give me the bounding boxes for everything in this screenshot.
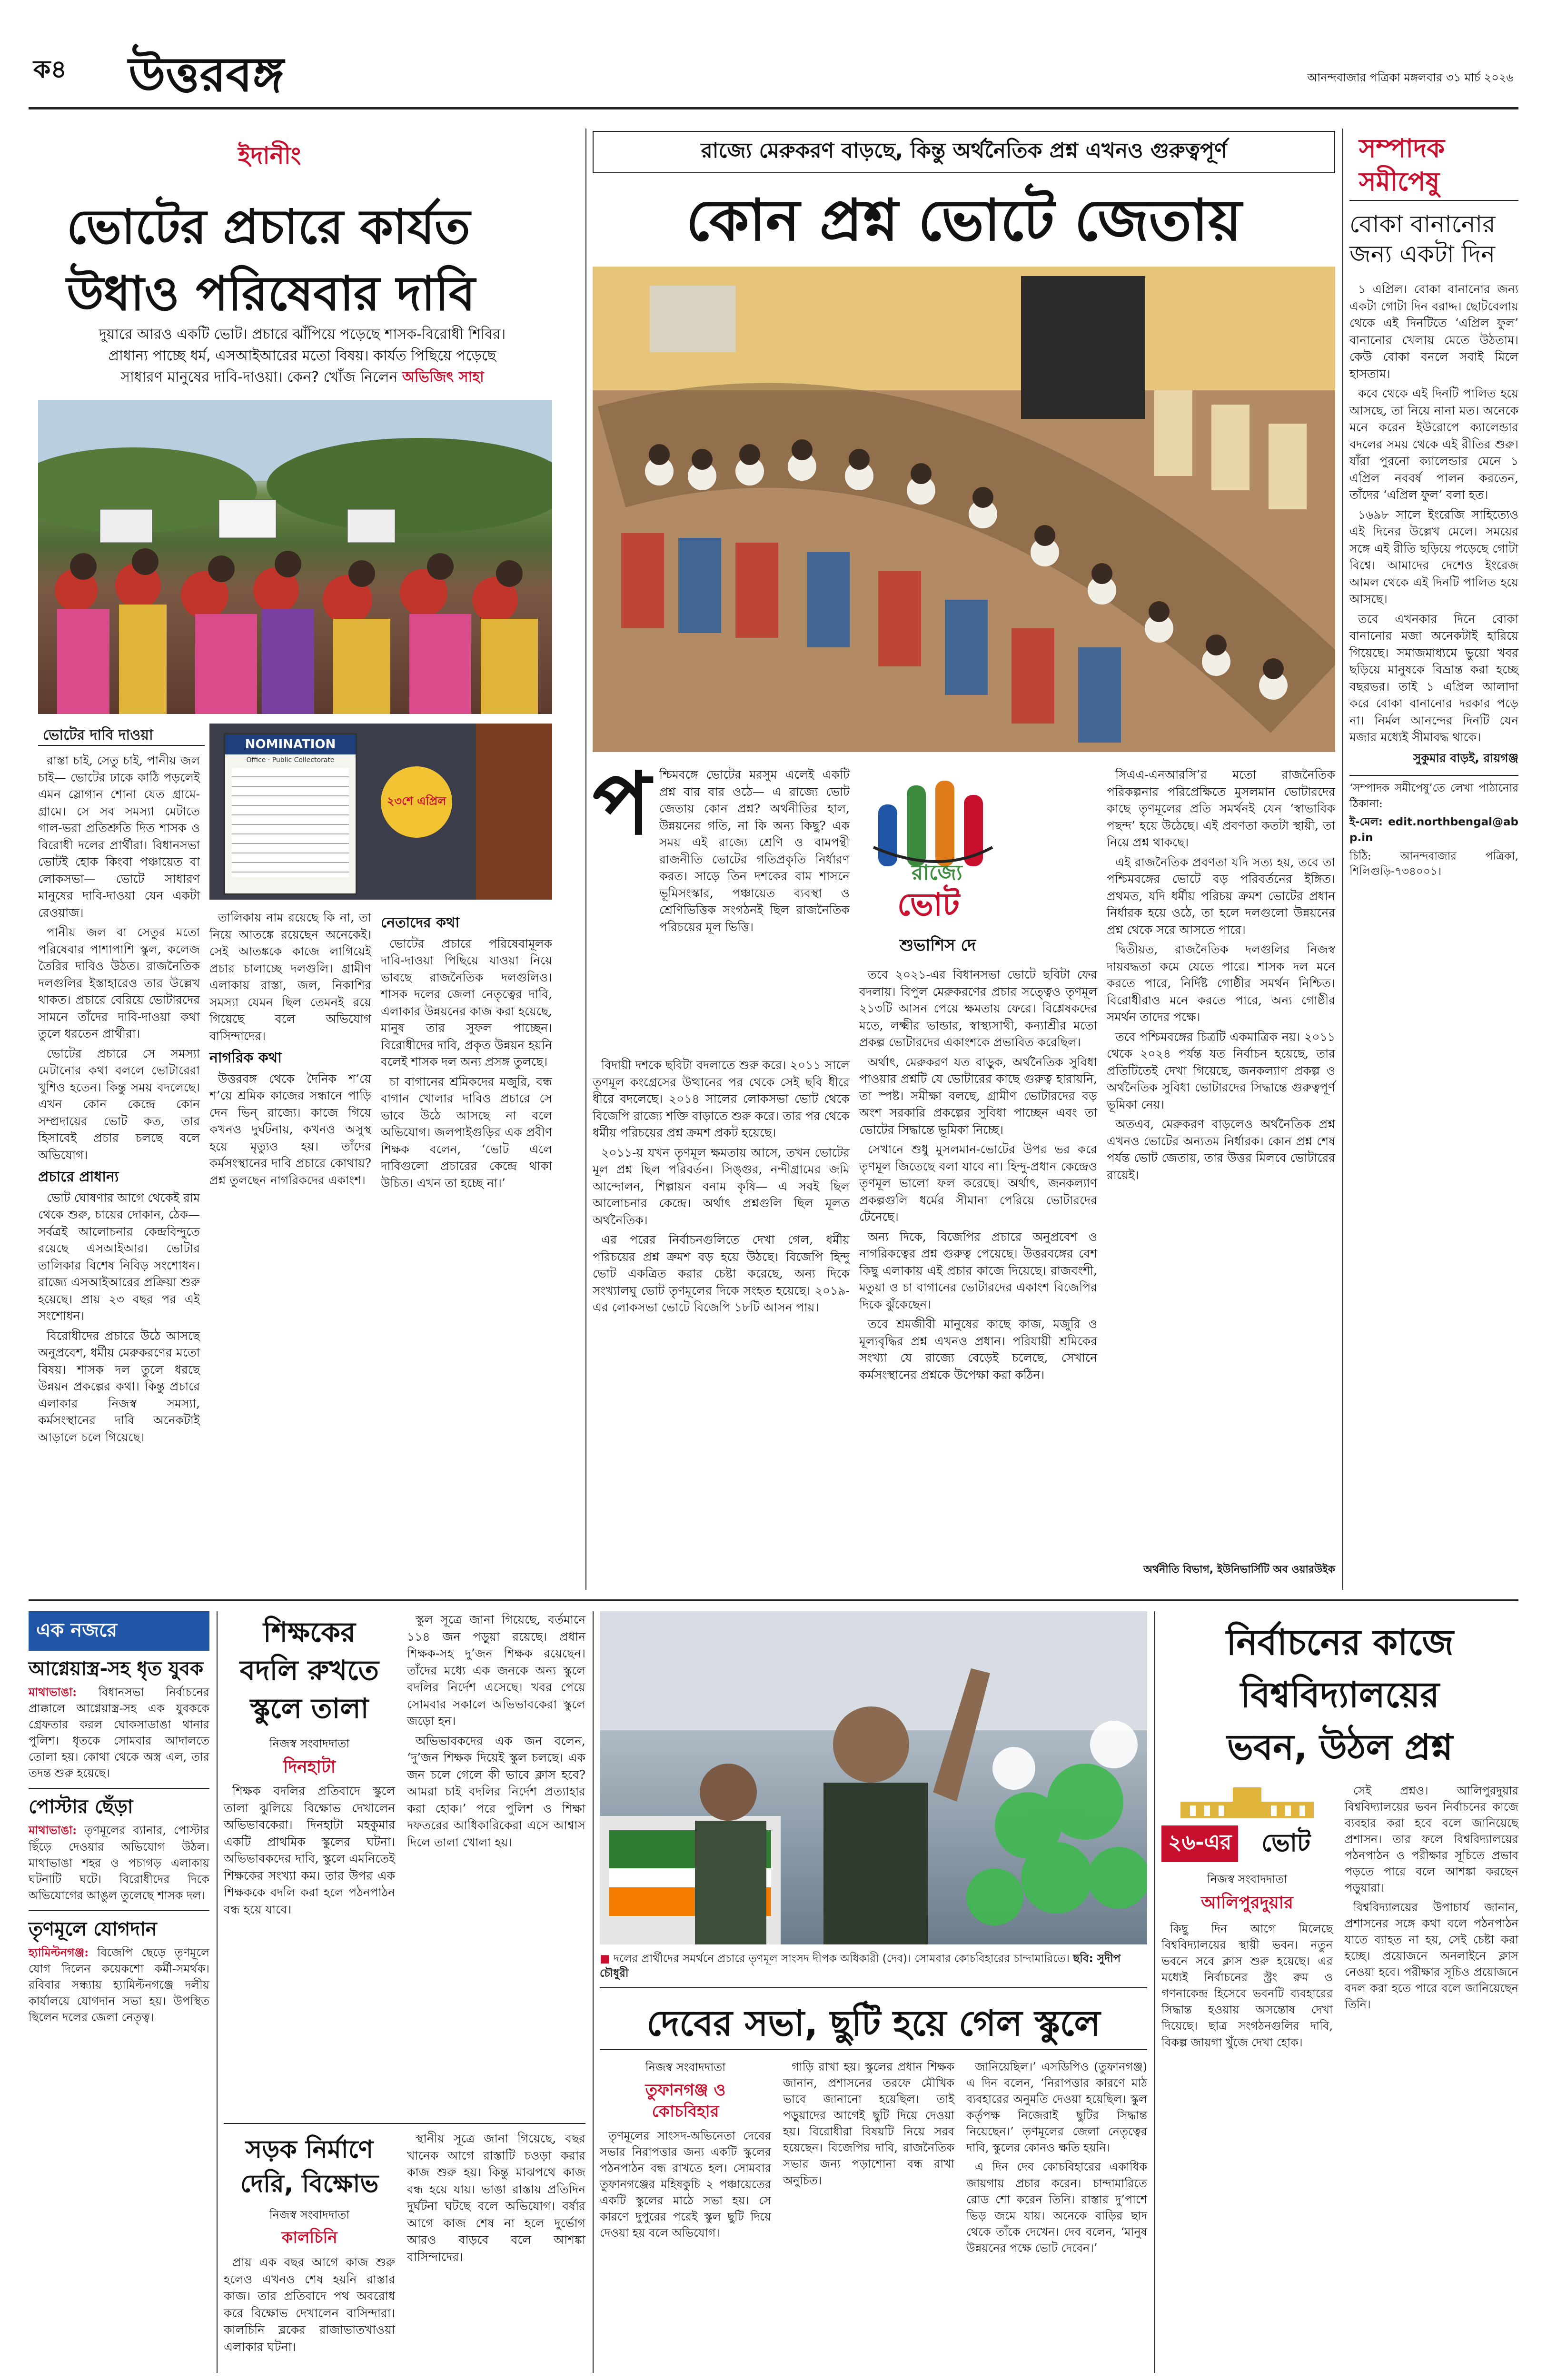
teacher-story — [224, 1611, 585, 2116]
board-rows — [232, 768, 349, 877]
left-para-2: পানীয় জল বা সেতুর মতো পরিষেবার পাশাপাশি স্কুল, কলেজ তৈরির দাবিও উঠত। রাজনৈতিক দলগুলির ইস্তাহারেও তার উল্লেখ থাকত। প্রচারে বেরিয়ে ভোটারদের সামনে তাঁদের দাবি-দাওয়া কথা তুলে ধরতেন প্রার্থীরা। — [38, 925, 200, 1041]
univ-headline-1: নির্বাচনের কাজে — [1226, 1622, 1454, 1663]
rally-col-1 — [600, 2128, 771, 2244]
left-sub-1: প্রচারে প্রাধান্য — [38, 1169, 119, 1185]
center-para-12: দ্বিতীয়ত, রাজনৈতিক দলগুলির নিজস্ব দায়বদ্ধতা কমে যেতে পারে। শাসক দল মনে করতে পারে, নির্দিষ্ট গোষ্ঠীর সমর্থন নিশ্চিত। বিরোধীরাও মনে করতে পারে, অন্য গোষ্ঠীর সমর্থন তাদের পক্ষে। — [1107, 942, 1335, 1024]
road-para-1: প্রায় এক বছর আগে কাজ শুরু হলেও এখনও শেষ হয়নি রাস্তার কাজ। তার প্রতিবাদে পথ অবরোধ করে বিক্ষোভ দেখালেন বাসিন্দারা। কালচিনি ব্লকের রাজাভাতখাওয়া এলাকার ঘটনা। — [224, 2255, 395, 2354]
univ-vote-logo — [1161, 1783, 1333, 1864]
left-para-1: রাস্তা চাই, সেতু চাই, পানীয় জল চাই— ভোটের ঢাকে কাঠি পড়লেই এমন স্লোগান শোনা যেত গ্রামে-গ্রামে। সে সব সমস্যা মেটাতে গাল-ভরা প্রতিশ্রুতি দিত শাসক ও বিরোধী দলের প্রার্থীরা। বিধানসভা ভোটই হোক কিংবা পঞ্চায়েত বা লোকসভা— ভোটে সাধারণ মানুষের দাবি-দাওয়া যেন একটা রেওয়াজ। — [38, 754, 200, 920]
left-intro-text: সাধারণ মানুষের দাবি-দাওয়া। কেন? খোঁজ নিলেন — [120, 369, 398, 386]
center-credit: অর্থনীতি বিভাগ, ইউনিভার্সিটি অব ওয়ারউইক — [1143, 1564, 1335, 1576]
university-story — [1161, 1611, 1518, 2373]
teacher-headline-3: স্কুলে তালা — [250, 1692, 369, 1725]
left-story — [29, 129, 562, 1590]
rally-photo-credit: ছবি: সুদীপ চৌধুরী — [600, 1953, 1121, 1980]
left-col-3 — [381, 909, 552, 1194]
teacher-col-2 — [407, 1611, 585, 1854]
section-name: উত্তরবঙ্গ — [129, 47, 284, 102]
teacher-place: দিনহাটা — [283, 1757, 336, 1777]
board-tag: ২৩শে এপ্রিল — [387, 794, 446, 808]
center-para-2: বিদায়ী দশকে ছবিটা বদলাতে শুরু করে। ২০১১ সালে তৃণমূল কংগ্রেসের উত্থানের পর থেকে সেই ছবি ধীরে ধীরে বদলেছে। ২০১৪ সালের লোকসভা ভোট থেকে বিজেপি রাজ্যে শক্তি বাড়াতে শুরু করে। তার পর থেকে ধর্মীয় পরিচয়ের প্রশ্ন ক্রমশ প্রকট হয়েছে। — [593, 1058, 850, 1140]
univ-col-1 — [1161, 1921, 1333, 2053]
center-col-3 — [1107, 766, 1335, 1186]
rally-caption-rule — [600, 1987, 1147, 1988]
left-col-2 — [209, 909, 371, 1191]
brief-place-2: মাথাভাঙা: — [29, 1823, 77, 1837]
left-intro-line-1: দুয়ারে আরও একটি ভোট। প্রচারে ঝাঁপিয়ে পড়েছে শাসক-বিরোধী শিবির। — [99, 326, 506, 343]
brief-text-3: বিজেপি ছেড়ে তৃণমূলে যোগ দিলেন কয়েকশো কর্মী-সমর্থক। রবিবার সন্ধ্যায় হ্যামিল্টনগঞ্জে দলীয় কার্যালয়ে যোগদান সভা হয়। উপস্থিত ছিলেন দলের জেলা নেতৃত্ব। — [29, 1945, 209, 2024]
teacher-agency: নিজস্ব সংবাদদাতা — [269, 1737, 350, 1750]
univ-headline-3: ভবন, উঠল প্রশ্ন — [1227, 1727, 1453, 1768]
brief-body — [29, 1657, 209, 2025]
brief-headline-3: তৃণমূলে যোগদান — [29, 1918, 157, 1940]
teacher-para-3: অভিভাবকদের এক জন বলেন, ‘দু’জন শিক্ষক দিয়েই স্কুল চলছে। এক জন চলে গেলে কী ভাবে ক্লাস হবে? আমরা চাই বদলির নির্দেশ প্রত্যাহার করা হোক।’ পরে পুলিশ ও শিক্ষা দফতরের আধিকারিকেরা এসে আশ্বাস দিলে তালা খোলা হয়। — [407, 1734, 585, 1849]
center-byline: শুভাশিস দে — [899, 936, 976, 955]
brief-title: এক নজরে — [29, 1611, 209, 1651]
left-intro-line-2: প্রাধান্য পাচ্ছে ধর্ম, এসআইআরের মতো বিষয়। কার্যত পিছিয়ে পড়েছে — [108, 347, 496, 364]
brief-item-3 — [29, 1944, 209, 2025]
editorial-signature: সুকুমার বাড়ই, রায়গঞ্জ — [1413, 751, 1518, 765]
protest-photo — [38, 400, 552, 714]
univ-para-3: বিশ্ববিদ্যালয়ের উপাচার্য জানান, প্রশাসনের সঙ্গে কথা বলে পঠনপাঠন যাতে ব্যাহত না হয়, সেই চেষ্টা করা হচ্ছে। প্রয়োজনে অনলাইনে ক্লাস নেওয়া হবে। পরীক্ষার সূচিও প্রয়োজনে বদল করা হতে পারে বলে জানিয়েছেন তিনি। — [1345, 1900, 1518, 2012]
paper-dateline — [1307, 69, 1514, 88]
rally-headline-rule — [600, 2049, 1147, 2050]
left-para-4: ভোট ঘোষণার আগে থেকেই রাম থেকে শুরু, চায়ের দোকান, ঠেক— সর্বত্রই আলোচনার কেন্দ্রবিন্দুতে রয়েছে এসআইআর। ভোটার তালিকার বিশেষ নিবিড় সংশোধন। রাজ্যে এসআইআরের প্রক্রিয়া শুরু হয়েছে। প্রায় ২৩ বছর পর এই সংশোধন। — [38, 1190, 200, 1323]
rally-para-3: জানিয়েছিল।’ এসডিপিও (তুফানগঞ্জ) এ দিন বলেন, ‘নিরাপত্তার কারণে মাঠ ব্যবহারের অনুমতি দেওয়া হয়েছিল। স্কুল কর্তৃপক্ষ নিজেরাই ছুটির সিদ্ধান্ত নিয়েছেন।’ তৃণমূলের জেলা নেতৃত্বের দাবি, স্কুলের কোনও ক্ষতি হয়নি। — [966, 2060, 1147, 2155]
left-col-1 — [38, 752, 200, 1448]
brief-place-3: হ্যামিল্টনগঞ্জ: — [29, 1945, 89, 1959]
center-para-1: শ্চিমবঙ্গে ভোটের মরসুম এলেই একটি প্রশ্ন বার বার ওঠে— এ রাজ্যে ভোট জেতায় কোন প্রশ্ন? অর্থনীতির হাল, উন্নয়নের গতি, না কি অন্য কিছু? এক সময় এই রাজ্যে শ্রেণি ও বামপন্থী রাজনীতি ভোটের গতিপ্রকৃতি নির্ধারণ করত। সাড়ে তিন দশকের বাম শাসনে ভূমিসংস্কার, পঞ্চায়েত ব্যবস্থা ও শ্রেণিভিত্তিক সংগঠনই ছিল রাজনৈতিক পরিচয়ের মূল ভিত্তি। — [659, 768, 850, 934]
center-para-3: ২০১১-য় যখন তৃণমূল ক্ষমতায় আসে, তখন ভোটের মূল প্রশ্ন ছিল পরিবর্তন। সিঙ্গুর, নন্দীগ্রামের জমি আন্দোলন, শিল্পায়ন বনাম কৃষি— এ সবই ছিল আলোচনার কেন্দ্রে। অর্থাৎ প্রশ্নগুলি ছিল মূলত অর্থনৈতিক। — [593, 1145, 850, 1227]
page-number: ক৪ — [33, 55, 67, 84]
editorial-kicker-1: সম্পাদক — [1359, 133, 1445, 163]
center-para-13: তবে পশ্চিমবঙ্গের চিত্রটি একমাত্রিক নয়। ২০১১ থেকে ২০২৪ পর্যন্ত যত নির্বাচন হয়েছে, তার প্রতিটিতেই দেখা গিয়েছে, জনকল্যাণ প্রকল্প ও অর্থনৈতিক সুবিধা ভোটারদের সিদ্ধান্তে গুরুত্বপূর্ণ ভূমিকা নেয়। — [1107, 1030, 1335, 1111]
masthead — [0, 0, 1547, 119]
rally-para-2: গাড়ি রাখা হয়। স্কুলের প্রধান শিক্ষক জানান, প্রশাসনের তরফে মৌখিক ভাবে জানানো হয়েছিল। তাই পড়ুয়াদের আগেই ছুটি দিয়ে দেওয়া হয়। বিরোধীরা বিষয়টি নিয়ে সরব হয়েছেন। বিজেপির দাবি, রাজনৈতিক সভার জন্য পড়াশোনা বন্ধ রাখা অনুচিত। — [783, 2060, 954, 2187]
left-para-8: উত্তরবঙ্গ থেকে দৈনিক শ’য়ে শ’য়ে শ্রমিক কাজের সন্ধানে পাড়ি দেন ভিন্ রাজ্যে। কাজে গিয়ে কখনও দুর্ঘটনায়, কখনও অসুস্থ হয়ে মৃত্যুও হয়। তাঁদের কর্মসংস্থানের দাবি প্রচারে কোথায়? প্রশ্ন তুলছেন নাগরিকদের একাংশ। — [209, 1071, 371, 1187]
rally-story — [600, 1611, 1147, 2373]
rule-road-rally — [593, 1611, 594, 2373]
center-dropcap: প — [593, 754, 651, 854]
editorial-para-1: ১ এপ্রিল। বোকা বানানোর জন্য একটা গোটা দিন বরাদ্দ। ছোটবেলায় থেকে এই দিনটিতে ‘এপ্রিল ফুল’ বানানোর খেলায় মেতে উঠতাম। কেউ বোকা বনলে সবাই মিলে হাসতাম। — [1349, 282, 1518, 381]
editorial-contact-2: চিঠি: আনন্দবাজার পত্রিকা, শিলিগুড়ি-৭৩৪০০১। — [1349, 850, 1518, 878]
editorial-email[interactable]: ই-মেল: edit.northbengal@abp.in — [1349, 816, 1518, 844]
teacher-para-1: শিক্ষক বদলির প্রতিবাদে স্কুলে তালা ঝুলিয়ে বিক্ষোভ দেখালেন অভিভাবকেরা। দিনহাটা মহকুমার একটি প্রাথমিক স্কুলের ঘটনা। অভিভাবকদের দাবি, স্কুলে এমনিতেই শিক্ষকের সংখ্যা কম। তার উপর এক শিক্ষককে বদলি করা হলে পঠনপাঠন বন্ধ হয়ে যাবে। — [224, 1784, 395, 1916]
rule-left-center — [585, 129, 586, 1590]
rally-place-1: তুফানগঞ্জ ও — [645, 2081, 726, 2100]
editorial-contact-1: ‘সম্পাদক সমীপেষু’তে লেখা পাঠানোর ঠিকানা: — [1349, 782, 1518, 810]
left-photo-label: ভোটের দাবি দাওয়া — [43, 727, 153, 744]
editorial-body — [1349, 281, 1518, 880]
center-para-9: তবে শ্রমজীবী মানুষের কাছে কাজ, মজুরি ও মূল্যবৃদ্ধির প্রশ্ন এখনও প্রধান। পরিযায়ী শ্রমিকের সংখ্যা যে রাজ্যে বেড়েই চলেছে, সেখানে কর্মসংস্থানের প্রশ্নকে উপেক্ষা করা কঠিন। — [859, 1317, 1097, 1382]
brief-item-1 — [29, 1684, 209, 1781]
left-para-3: ভোটের প্রচারে সে সমস্যা মেটানোর কথা বললে ভোটারেরা খুশিও হতেন। কিন্তু সময় বদলেছে। এখন কোন কেন্দ্রে কোন সম্প্রদায়ের ভোট কত, তার হিসাবেই প্রচার চলছে বলে অভিযোগ। — [38, 1046, 200, 1162]
brief-headline-2: পোস্টার ছেঁড়া — [29, 1796, 133, 1818]
rule-rally-univ — [1154, 1611, 1155, 2373]
center-para-5: তবে ২০২১-এর বিধানসভা ভোটে ছবিটা ফের বদলায়। বিপুল মেরুকরণের প্রচার সত্ত্বেও তৃণমূল ২১৩টি আসন পেয়ে ক্ষমতায় ফেরে। বিশ্লেষকদের মতে, লক্ষ্মীর ভান্ডার, স্বাস্থ্যসাথী, কন্যাশ্রীর মতো প্রকল্প ভোটারদের একাংশকে প্রভাবিত করেছিল। — [859, 968, 1097, 1049]
assembly-building-icon — [1161, 1783, 1333, 1821]
rally-caption-text: দলের প্রার্থীদের সমর্থনে প্রচারে তৃণমূল সাংসদ দীপক অধিকারী (দেব)। সোমবার কোচবিহারের চান্দামারিতে। — [614, 1953, 1070, 1965]
left-intro-line-3 — [57, 367, 547, 388]
left-para-9: চা বাগানের শ্রমিকদের মজুরি, বন্ধ বাগান খোলার দাবিও প্রচারে সে ভাবে উঠে আসছে না বলে অভিযোগ। জলপাইগুড়ির এক প্রবীণ শিক্ষক বলেন, ‘ভোট এলে দাবিগুলো প্রচারের কেন্দ্রে থাকা উচিত। এখন তা হচ্ছে না।’ — [381, 1074, 552, 1190]
issue-date: মঙ্গলবার ৩১ মার্চ ২০২৬ — [1404, 71, 1514, 84]
brief-item-2 — [29, 1822, 209, 1903]
road-para-2: স্থানীয় সূত্রে জানা গিয়েছে, বছর খানেক আগে রাস্তাটি চওড়া করার কাজ শুরু হয়। কিন্তু মাঝপথে কাজ বন্ধ হয়ে যায়। ভাঙা রাস্তায় প্রতিদিন দুর্ঘটনা ঘটছে বলে অভিযোগ। বর্ষার আগে কাজ শেষ না হলে দুর্ভোগ আরও বাড়বে বলে আশঙ্কা বাসিন্দাদের। — [407, 2132, 585, 2264]
road-place: কালচিনি — [281, 2228, 337, 2247]
teacher-headline-2: বদলি রুখতে — [239, 1654, 379, 1686]
road-story — [224, 2130, 585, 2373]
center-para-11: এই রাজনৈতিক প্রবণতা যদি সত্য হয়, তবে তা পশ্চিমবঙ্গের ভোটে বড় পরিবর্তনের ইঙ্গিত। প্রথমত, যদি ধর্মীয় পরিচয় ক্রমশ ভোটের প্রধান নির্ধারক হয়ে ওঠে, তা হলে দলগুলো উন্নয়নের প্রশ্ন থেকে সরে আসতে পারে। — [1107, 855, 1335, 937]
rally-agency: নিজস্ব সংবাদদাতা — [645, 2061, 726, 2074]
left-sub-2: নেতাদের কথা — [381, 914, 460, 931]
editorial — [1349, 129, 1518, 1590]
left-intro — [57, 324, 547, 388]
rally-place-2: কোচবিহার — [652, 2102, 719, 2121]
brief-text-1: বিধানসভা নির্বাচনের প্রাক্কালে আগ্নেয়াস্ত্র-সহ এক যুবককে গ্রেফতার করল ঘোকসাডাঙা থানার পুলিশ। ধৃতকে সোমবার আদালতে তোলা হয়। কোথা থেকে অস্ত্র এল, তার তদন্ত শুরু হয়েছে। — [29, 1686, 209, 1780]
editorial-kicker-2: সমীপেষু — [1359, 167, 1440, 197]
nomination-photo — [209, 724, 552, 900]
center-para-6: অর্থাৎ, মেরুকরণ যত বাড়ুক, অর্থনৈতিক সুবিধা পাওয়ার প্রশ্নটি যে ভোটারের কাছে গুরুত্ব হারায়নি, তা স্পষ্ট। সমীক্ষা বলছে, গ্রামীণ ভোটারদের বড় অংশ সরকারি প্রকল্পের সুবিধা পাচ্ছেন এবং তা ভোটের সিদ্ধান্তে ভূমিকা নিচ্ছে। — [859, 1055, 1097, 1137]
brief-place-1: মাথাভাঙা: — [29, 1685, 77, 1699]
brief-headline-1: আগ্নেয়াস্ত্র-সহ ধৃত যুবক — [29, 1658, 204, 1680]
teacher-col-1 — [224, 1783, 395, 1921]
door-panel — [476, 724, 552, 900]
univ-agency: নিজস্ব সংবাদদাতা — [1207, 1873, 1288, 1886]
univ-place: আলিপুরদুয়ার — [1201, 1893, 1293, 1913]
rally-photo — [600, 1611, 1147, 1944]
road-headline-2: দেরি, বিক্ষোভ — [240, 2170, 379, 2198]
center-para-4: এর পরের নির্বাচনগুলিতে দেখা গেল, ধর্মীয় পরিচয়ের প্রশ্ন ক্রমশ বড় হয়ে উঠছে। বিজেপি হিন্দু ভোট একত্রিত করার চেষ্টা করেছে, অন্য দিকে সংখ্যালঘু ভোট তৃণমূলের দিকে সংহত হয়েছে। ২০১৯-এর লোকসভা ভোটে বিজেপি ১৮টি আসন পায়। — [593, 1233, 850, 1314]
left-sub-3: নাগরিক কথা — [209, 1050, 282, 1066]
center-col-2 — [859, 966, 1097, 1386]
road-col-1 — [224, 2254, 395, 2358]
center-col-1b — [593, 1057, 850, 1319]
brief-rule-2 — [29, 1910, 209, 1911]
board-sub: Office · Public Collectorate — [246, 756, 335, 764]
queue-illustration — [593, 267, 1335, 752]
rule-center-right — [1342, 129, 1343, 1590]
queue-photo — [593, 267, 1335, 752]
logo-top-word: রাজ্যে — [912, 861, 962, 885]
center-headline: কোন প্রশ্ন ভোটে জেতায় — [686, 188, 1242, 254]
editorial-headline: বোকা বানানোর জন্য একটা দিন — [1349, 210, 1496, 268]
editorial-rule — [1349, 200, 1518, 201]
teacher-headline-1: শিক্ষকের — [263, 1616, 356, 1648]
center-para-8: অন্য দিকে, বিজেপির প্রচারে অনুপ্রবেশ ও নাগরিকত্বের প্রশ্ন গুরুত্ব পেয়েছে। উত্তরবঙ্গের বেশ কিছু এলাকায় এই প্রচার কাজে দিয়েছে। রাজবংশী, মতুয়া ও চা বাগানের ভোটারদের একাংশ বিজেপির দিকে ঝুঁকেছেন। — [859, 1230, 1097, 1311]
board-title: NOMINATION — [225, 734, 356, 754]
left-para-7: ভোটের প্রচারে পরিষেবামূলক দাবি-দাওয়া পিছিয়ে যাওয়া নিয়ে ভাবছে রাজনৈতিক দলগুলিও। শাসক দলের জেলা নেতৃত্বের দাবি, এলাকার উন্নয়নের কাজ করা হয়েছে, মানুষ তার সুফল পাচ্ছেন। বিরোধীদের দাবি, প্রকৃত উন্নয়ন হয়নি বলেই শাসক দল অন্য প্রসঙ্গ তুলছে। — [381, 936, 552, 1069]
editorial-para-3: ১৬৯৮ সালে ইংরেজি সাহিত্যেও এই দিনের উল্লেখ মেলে। সময়ের সঙ্গে এই রীতি ছড়িয়ে পড়েছে গোটা বিশ্বে। আমাদের দেশেও ইংরেজ আমল থেকে এই দিনটি পালিত হয়ে আসছে। — [1349, 507, 1518, 606]
masthead-rule — [29, 107, 1518, 109]
protest-illustration — [38, 400, 552, 714]
center-para-7: সেখানে শুধু মুসলমান-ভোটের উপর ভর করে তৃণমূল জিতেছে বলা যাবে না। হিন্দু-প্রধান কেন্দ্রেও তৃণমূল ভালো ফল করেছে। অর্থাৎ, জনকল্যাণ প্রকল্পগুলি ধর্মের সীমানা পেরিয়ে ভোটারদের টেনেছে। — [859, 1142, 1097, 1224]
left-headline-2: উধাও পরিষেবার দাবি — [67, 266, 476, 321]
nomination-board — [224, 733, 357, 895]
editorial-para-2: কবে থেকে এই দিনটি পালিত হয়ে আসছে, তা নিয়ে নানা মত। অনেকে মনে করেন ইউরোপে ক্যালেন্ডার বদলের সময় থেকে এই রীতির শুরু। যাঁরা পুরনো ক্যালেন্ডার মেনে ১ এপ্রিল নববর্ষ পালন করতেন, তাঁদের ‘এপ্রিল ফুল’ বলা হত। — [1349, 387, 1518, 502]
teacher-para-2: স্কুল সূত্রে জানা গিয়েছে, বর্তমানে ১১৪ জন পড়ুয়া রয়েছে। প্রধান শিক্ষক-সহ দু’জন শিক্ষক রয়েছেন। তাঁদের মধ্যে এক জনকে অন্য স্কুলে বদলির নির্দেশ এসেছে। খবর পেয়ে সোমবার সকালে অভিভাবকেরা স্কুলে জড়ো হন। — [407, 1613, 585, 1728]
left-headline-1: ভোটের প্রচারে কার্যত — [67, 199, 470, 255]
road-agency: নিজস্ব সংবাদদাতা — [269, 2208, 350, 2221]
univ-col-2 — [1345, 1783, 1518, 2015]
rally-illustration — [600, 1611, 1147, 1944]
board-sticker — [381, 766, 452, 838]
rally-col-2 — [783, 2059, 954, 2192]
left-para-6: তালিকায় নাম রয়েছে কি না, তা নিয়ে আতঙ্কে রয়েছেন অনেকেই। সেই আতঙ্ককে কাজে লাগিয়েই প্রচার চালাচ্ছে দলগুলি। গ্রামীণ এলাকায় রাস্তা, জল, নিকাশির সমস্যা যেমন ছিল তেমনই রয়ে গিয়েছে বলে অভিযোগ বাসিন্দাদের। — [209, 911, 371, 1043]
center-tagline: রাজ্যে মেরুকরণ বাড়ছে, কিন্তু অর্থনৈতিক প্রশ্ন এখনও গুরুত্বপূর্ণ — [593, 131, 1335, 173]
left-kicker: ইদানীং — [238, 142, 301, 169]
paper-name: আনন্দবাজার পত্রিকা — [1307, 71, 1400, 84]
vote-logo — [859, 776, 1016, 923]
brief-rule-1 — [29, 1788, 209, 1789]
road-col-2 — [407, 2130, 585, 2268]
univ-logo-word: ভোট — [1261, 1829, 1311, 1857]
center-col-1a — [659, 766, 850, 938]
rally-caption — [600, 1952, 1147, 1981]
logo-bottom-word: ভোট — [897, 886, 960, 923]
caption-marker-icon: ■ — [600, 1953, 610, 1965]
left-byline: অভিজিৎ সাহা — [402, 369, 484, 386]
editorial-para-4: তবে এখনকার দিনে বোকা বানানোর মজা অনেকটাই হারিয়ে গিয়েছে। সমাজমাধ্যমে ভুয়ো খবর ছড়িয়ে মানুষকে বিভ্রান্ত করা হচ্ছে বছরভর। তাই ১ এপ্রিল আলাদা করে বোকা বানানোর দরকার পড়ে না। নির্মল আনন্দের দিনটি যেন মজার মধ্যেই সীমাবদ্ধ থাকে। — [1349, 612, 1518, 744]
rally-para-4: এ দিন দেব কোচবিহারের একাধিক জায়গায় প্রচার করেন। চান্দামারিতে রোড শো করেন তিনি। রাস্তার দু’পাশে ভিড় জমে যায়। অনেকে বাড়ির ছাদ থেকে তাঁকে দেখেন। দেব বলেন, ‘মানুষ উন্নয়নের পক্ষে ভোট দেবেন।’ — [966, 2160, 1147, 2255]
road-headline-1: সড়ক নির্মাণে — [245, 2135, 374, 2164]
brief-box — [29, 1611, 209, 2373]
univ-logo-date: ২৬-এর — [1161, 1825, 1238, 1862]
fold-rule — [29, 1599, 1518, 1601]
left-para-5: বিরোধীদের প্রচারে উঠে আসছে অনুপ্রবেশ, ধর্মীয় মেরুকরণের মতো বিষয়। শাসক দল তুলে ধরছে উন্নয়ন প্রকল্পের কথা। কিন্তু প্রচারে এলাকার নিজস্ব সমস্যা, কর্মসংস্থানের দাবি অনেকটাই আড়ালে চলে গিয়েছে। — [38, 1329, 200, 1444]
rule-brief — [217, 1611, 218, 2373]
univ-headline-2: বিশ্ববিদ্যালয়ের — [1240, 1675, 1439, 1716]
editorial-contact-rule — [1349, 775, 1518, 776]
brief-text-2: তৃণমূলের ব্যানার, পোস্টার ছিঁড়ে দেওয়ার অভিযোগ উঠল। মাথাভাঙা শহর ও পচাগড় এলাকায় ঘটনাটি ঘটে। বিরোধীদের দিকে অভিযোগের আঙুল তুলেছে শাসক দল। — [29, 1824, 209, 1902]
rally-para-1: তৃণমূলের সাংসদ-অভিনেতা দেবের সভার নিরাপত্তার জন্য একটি স্কুলের পঠনপাঠন বন্ধ রাখতে হল। সোমবার তুফানগঞ্জের মহিষকুচি ২ পঞ্চায়েতের একটি স্কুলের মাঠে সভা হয়। সে কারণে দুপুরের পরেই স্কুল ছুটি দিয়ে দেওয়া হয় বলে অভিযোগ। — [600, 2129, 771, 2240]
left-label-rule — [38, 745, 205, 746]
univ-para-2: কিছু দিন আগে মিলেছে বিশ্ববিদ্যালয়ের স্থায়ী ভবন। নতুন ভবনে সবে ক্লাস শুরু হয়েছে। এর মধ্যেই নির্বাচনের স্ট্রং রুম ও গণনাকেন্দ্র হিসেবে ভবনটি ব্যবহারের সিদ্ধান্ত হওয়ায় অসন্তোষ দেখা দিয়েছে। ছাত্র সংগঠনগুলির দাবি, বিকল্প জায়গা খুঁজে দেখা হোক। — [1161, 1922, 1333, 2049]
teacher-road-rule — [224, 2123, 585, 2124]
univ-para-1: সেই প্রশ্নও। আলিপুরদুয়ার বিশ্ববিদ্যালয়ের ভবন নির্বাচনের কাজে ব্যবহার করা হবে বলে জানিয়েছে প্রশাসন। তার ফলে বিশ্ববিদ্যালয়ের পঠনপাঠন ও পরীক্ষার সূচিতে প্রভাব পড়তে পারে বলে আশঙ্কা করছেন পড়ুয়ারা। — [1345, 1784, 1518, 1895]
center-story — [593, 129, 1335, 1590]
center-para-10: সিএএ-এনআরসি’র মতো রাজনৈতিক পরিকল্পনার পরিপ্রেক্ষিতে মুসলমান ভোটারদের কাছে তৃণমূলের প্রতি সমর্থনই যেন ‘স্বাভাবিক পছন্দ’ হয়ে উঠেছে। এই প্রবণতা কতটা স্থায়ী, তা নিয়ে প্রশ্ন থাকছে। — [1107, 768, 1335, 849]
rally-col-3 — [966, 2059, 1147, 2259]
center-para-14: অতএব, মেরুকরণ বাড়লেও অর্থনৈতিক প্রশ্ন এখনও ভোটের অন্যতম নির্ধারক। কোন প্রশ্ন শেষ পর্যন্ত ভোট জেতায়, তার উত্তর মিলবে ভোটারের রায়েই। — [1107, 1117, 1335, 1182]
rally-headline: দেবের সভা, ছুটি হয়ে গেল স্কুলে — [646, 2003, 1101, 2044]
